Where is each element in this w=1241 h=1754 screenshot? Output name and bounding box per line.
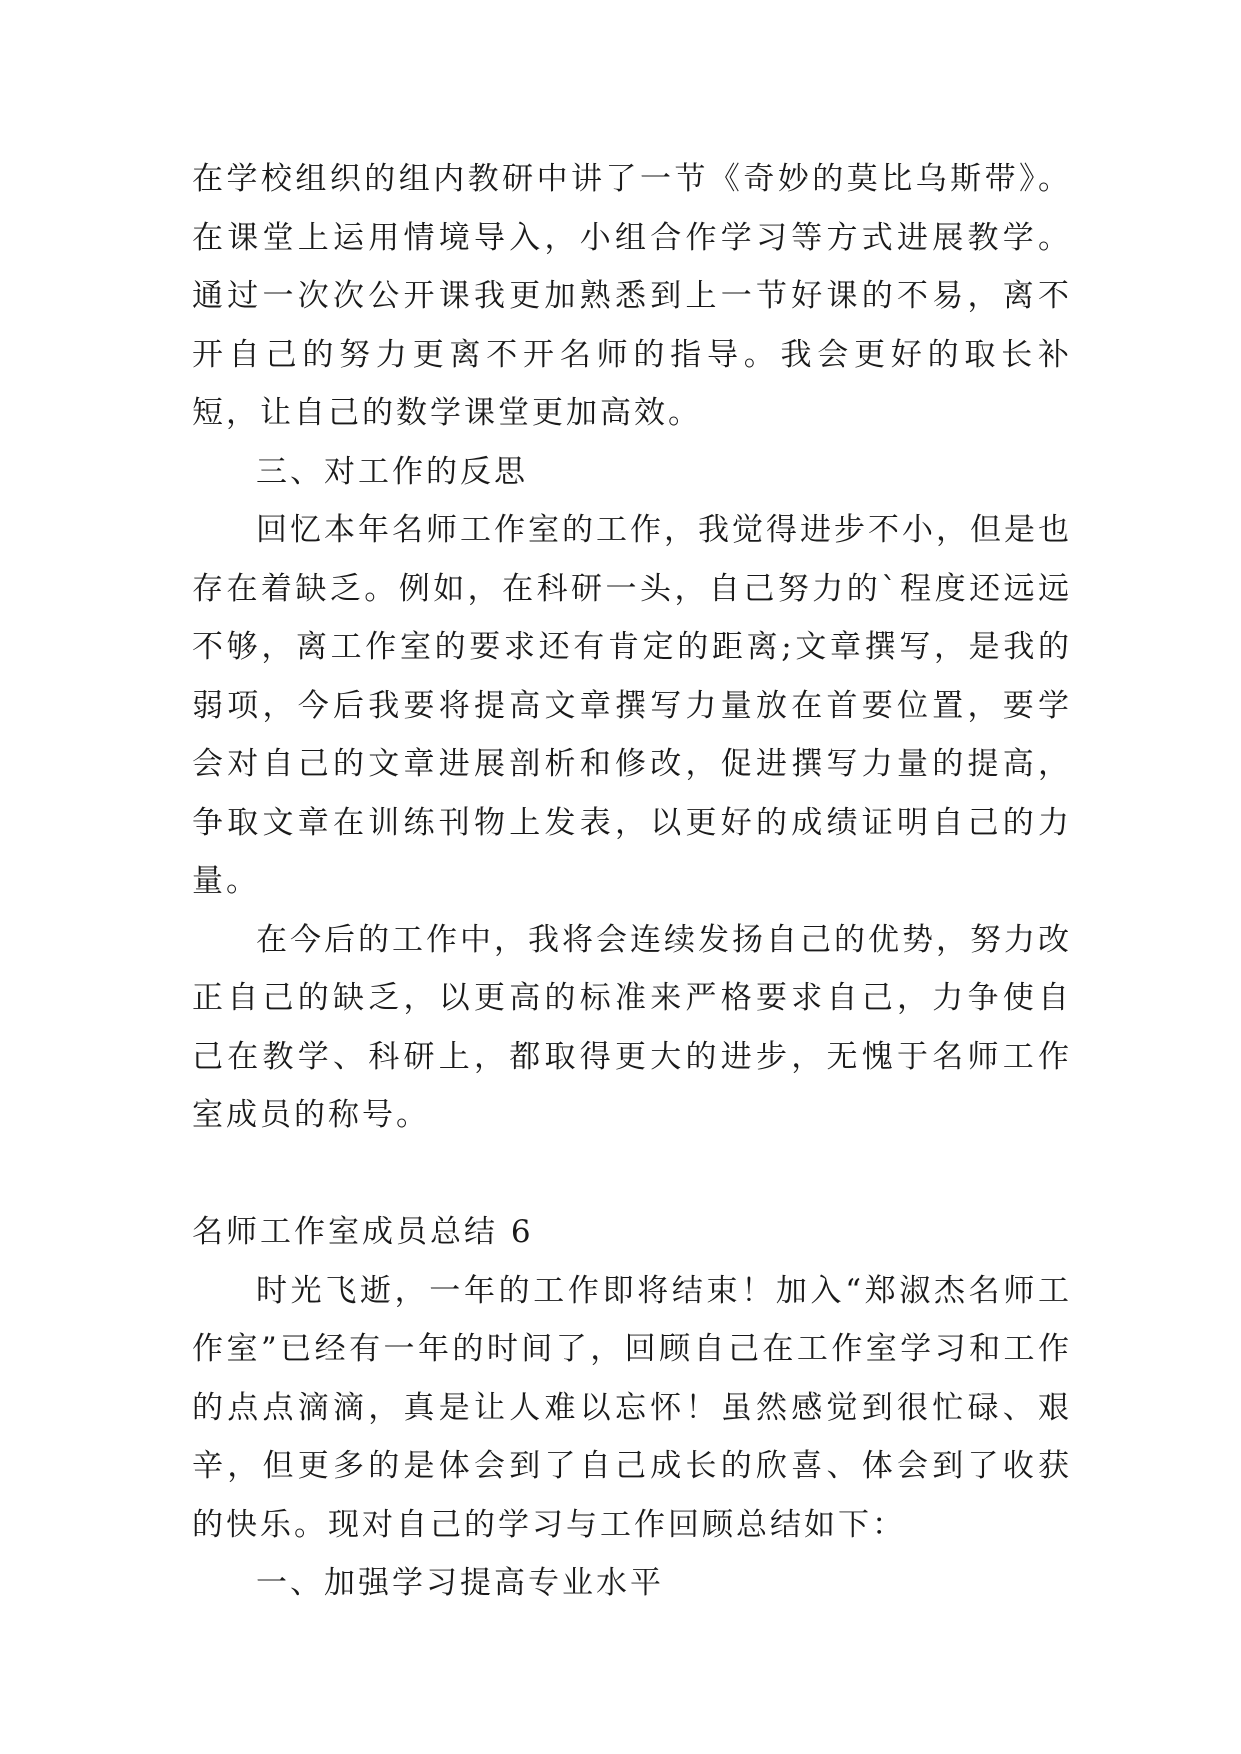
- paragraph-future-work: 在今后的工作中，我将会连续发扬自己的优势，努力改正自己的缺乏，以更高的标准来严格要求自己，力争使自己在教学、科研上，都取得更大的进步，无愧于名师工作室成员的称号。: [192, 921, 1072, 1133]
- paragraph-reflection: 回忆本年名师工作室的工作，我觉得进步不小，但是也存在着缺乏。例如，在科研一头，自己努力的`程度还远远不够，离工作室的要求还有肯定的距离;文章撰写，是我的弱项，今后我要将提高文章撰写力量放在首要位置，要学会对自己的文章进展剖析和修改，促进撰写力量的提高，争取文章在训练刊物上发表，以更好的成绩证明自己的力量。: [192, 512, 1072, 899]
- paragraph-lesson: 在学校组织的组内教研中讲了一节《奇妙的莫比乌斯带》。在课堂上运用情境导入，小组合作学习等方式进展教学。通过一次次公开课我更加熟悉到上一节好课的不易，离不开自己的努力更离不开名师的指导。我会更好的取长补短，让自己的数学课堂更加高效。: [192, 161, 1072, 431]
- document-body: [192, 150, 1072, 1613]
- heading-study: 一、加强学习提高专业水平: [256, 1565, 664, 1601]
- section-title: 名师工作室成员总结 6: [192, 1214, 534, 1250]
- heading-reflection: 三、对工作的反思: [256, 453, 528, 490]
- paragraph-intro: 时光飞逝，一年的工作即将结束！加入“郑淑杰名师工作室”已经有一年的时间了，回顾自己在工作室学习和工作的点点滴滴，真是让人难以忘怀！虽然感觉到很忙碌、艰辛，但更多的是体会到了自己成长的欣喜、体会到了收获的快乐。现对自己的学习与工作回顾总结如下：: [192, 1272, 1072, 1543]
